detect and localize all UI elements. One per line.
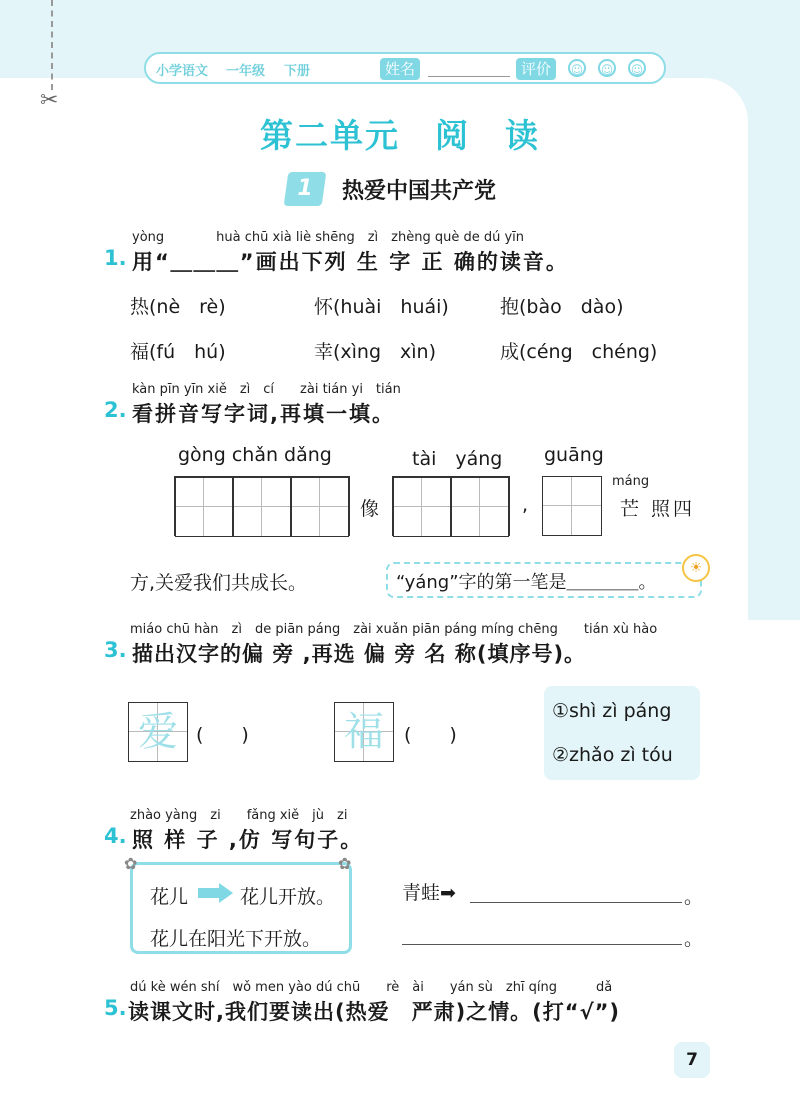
answer-line-2[interactable] bbox=[402, 944, 682, 945]
word1-grid[interactable] bbox=[174, 476, 350, 536]
writing-cell[interactable] bbox=[291, 477, 349, 537]
q1-number: 1. bbox=[104, 246, 127, 270]
q4-prompt: 青蛙➡ bbox=[402, 882, 456, 904]
q5-text: 读课文时,我们要读出(热爱 严肃)之情。(打“√”) bbox=[128, 1000, 620, 1024]
q2-number: 2. bbox=[104, 398, 127, 422]
lesson-number: 1 bbox=[297, 176, 313, 201]
q3-number: 3. bbox=[104, 638, 127, 662]
neutral-face-icon[interactable]: ☺ bbox=[598, 59, 616, 77]
answer-line-1[interactable] bbox=[470, 902, 682, 903]
period-2: 。 bbox=[684, 928, 704, 950]
sun-icon: ☀ bbox=[682, 554, 710, 582]
radical-option-2: ②zhǎo zì tóu bbox=[552, 744, 673, 766]
word2-grid[interactable] bbox=[392, 476, 510, 536]
header-grade: 一年级 bbox=[226, 64, 266, 79]
q2-between-2: , bbox=[522, 494, 529, 516]
example-c: 花儿在阳光下开放。 bbox=[150, 928, 322, 950]
word3-pinyin: guāng bbox=[544, 444, 604, 466]
header-volume: 下册 bbox=[284, 64, 311, 79]
q2-between-1: 像 bbox=[360, 498, 380, 520]
writing-cell[interactable] bbox=[175, 477, 233, 537]
lesson-title: 热爱中国共产党 bbox=[342, 179, 497, 204]
name-label: 姓名 bbox=[380, 58, 420, 80]
q2-text: 看拼音写字词,再填一填。 bbox=[132, 402, 395, 426]
writing-cell[interactable] bbox=[233, 477, 291, 537]
q4-number: 4. bbox=[104, 824, 127, 848]
trace-grid-1[interactable] bbox=[128, 702, 188, 762]
q3-text: 描出汉字的偏 旁 ,再选 偏 旁 名 称(填序号)。 bbox=[132, 642, 587, 666]
example-b: 花儿开放。 bbox=[240, 886, 336, 908]
q5-number: 5. bbox=[104, 996, 127, 1020]
q2-tail-text: 芒 照四 bbox=[620, 498, 696, 520]
radical-option-1: ①shì zì páng bbox=[552, 700, 672, 722]
name-field[interactable] bbox=[428, 76, 510, 77]
flower-icon: ✿ bbox=[124, 854, 138, 873]
hint-text[interactable]: “yáng”字的第一笔是＿＿＿＿。 bbox=[396, 572, 657, 593]
q3-paren-2[interactable]: ( ) bbox=[404, 724, 457, 746]
smile-face-icon[interactable]: ☺ bbox=[568, 59, 586, 77]
arrow-right-icon-head bbox=[219, 883, 233, 903]
word1-pinyin: gòng chǎn dǎng bbox=[178, 444, 332, 466]
word2-pinyin: tài yáng bbox=[412, 448, 503, 470]
q1-text: 用“＿＿＿”画出下列 生 字 正 确的读音。 bbox=[132, 250, 569, 274]
scissors-icon: ✂ bbox=[40, 88, 59, 113]
q1-option-6[interactable]: 成(céng chéng) bbox=[500, 341, 658, 363]
header-subject: 小学语文 bbox=[156, 64, 209, 79]
q2-pinyin: kàn pīn yīn xiě zì cí zài tián yi tián bbox=[132, 382, 401, 397]
period-1: 。 bbox=[684, 886, 704, 908]
trace-character-1[interactable]: 爱 bbox=[138, 709, 178, 755]
trace-grid-2[interactable] bbox=[334, 702, 394, 762]
example-a: 花儿 bbox=[150, 886, 189, 908]
q3-paren-1[interactable]: ( ) bbox=[196, 724, 249, 746]
q1-option-2[interactable]: 怀(huài huái) bbox=[314, 296, 449, 318]
q1-option-3[interactable]: 抱(bào dào) bbox=[500, 296, 624, 318]
flower-icon: ✿ bbox=[338, 854, 352, 873]
q4-text: 照 样 子 ,仿 写句子。 bbox=[132, 828, 364, 852]
q4-pinyin: zhào yàng zi fǎng xiě jù zi bbox=[130, 808, 348, 823]
rating-label: 评价 bbox=[516, 58, 556, 80]
q1-option-5[interactable]: 幸(xìng xìn) bbox=[314, 341, 437, 363]
q2-line-2: 方,关爱我们共成长。 bbox=[130, 572, 308, 594]
unit-title: 第二单元 阅 读 bbox=[260, 116, 540, 155]
trace-character-2[interactable]: 福 bbox=[344, 709, 384, 755]
page-number: 7 bbox=[674, 1042, 710, 1078]
writing-cell[interactable] bbox=[393, 477, 451, 537]
writing-cell[interactable] bbox=[451, 477, 509, 537]
q1-pinyin: yòng huà chū xià liè shēng zì zhèng què de dú yīn bbox=[132, 230, 525, 245]
cut-line bbox=[51, 0, 53, 90]
arrow-right-icon bbox=[198, 888, 220, 898]
q5-pinyin: dú kè wén shí wǒ men yào dú chū rè ài yán sù zhī qíng dǎ bbox=[130, 980, 613, 995]
q1-option-4[interactable]: 福(fú hú) bbox=[130, 341, 226, 363]
word3-grid[interactable] bbox=[542, 476, 602, 536]
q3-pinyin: miáo chū hàn zì de piān páng zài xuǎn piān páng míng chēng tián xù hào bbox=[130, 622, 658, 637]
plain-face-icon[interactable]: ☺ bbox=[628, 59, 646, 77]
q1-option-1[interactable]: 热(nè rè) bbox=[130, 296, 226, 318]
mang-pinyin: máng bbox=[612, 474, 650, 489]
